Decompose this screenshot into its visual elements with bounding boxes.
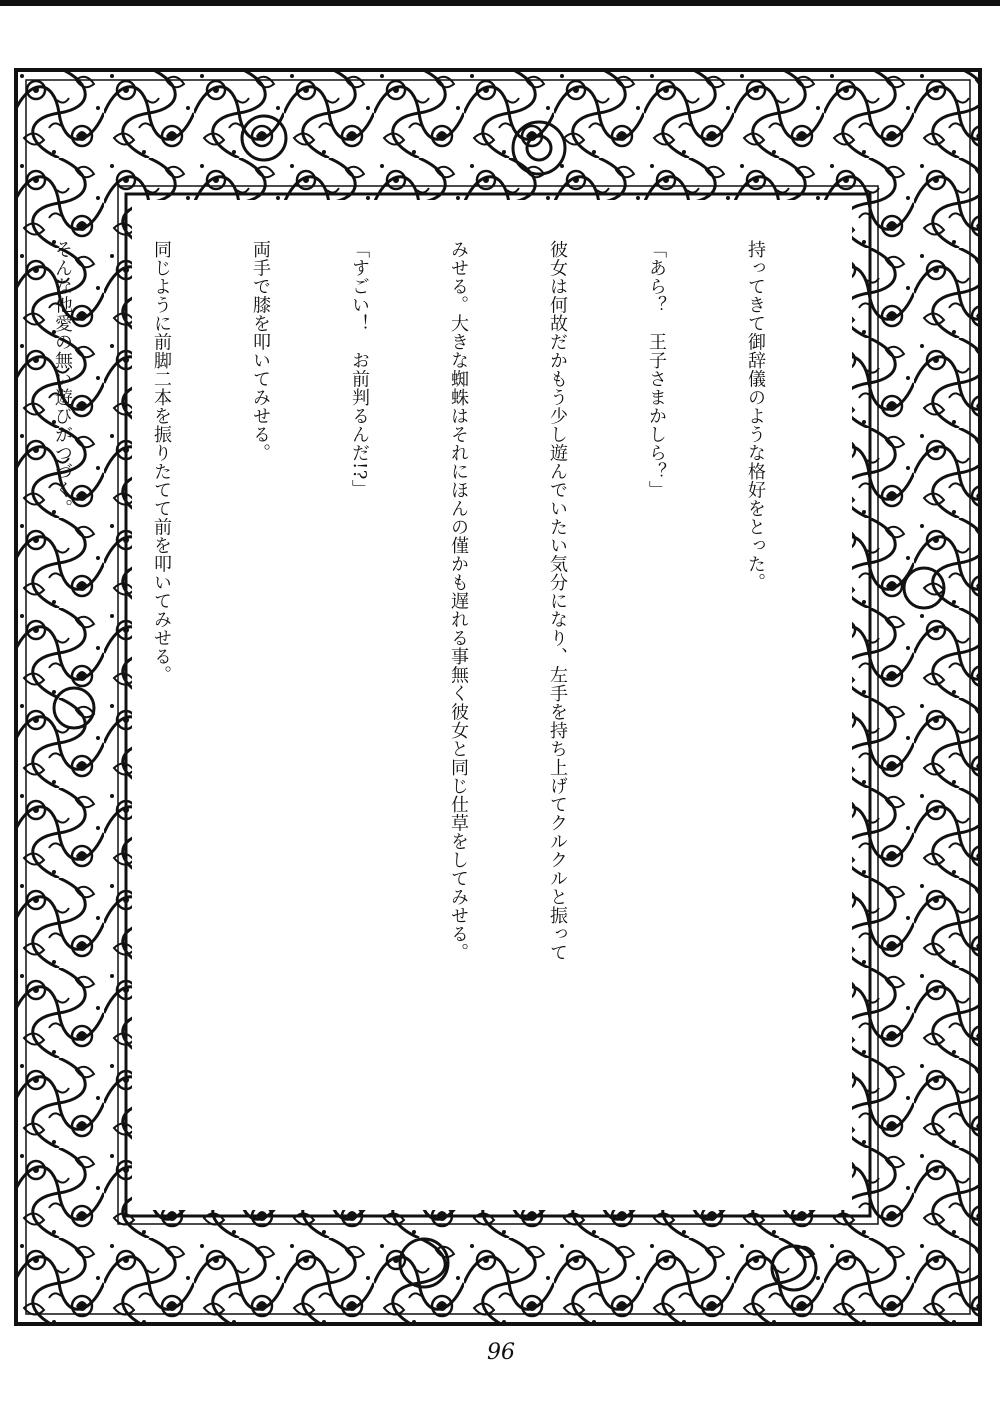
story-text-panel [52,200,852,1210]
story-line: 彼女は何故だかもう少し遊んでいたい気分になり、左手を持ち上げてクルクルと振って [547,240,568,962]
story-line: みせる。大きな蜘蛛はそれにほんの僅かも遅れる事無く彼女と同じ仕草をしてみせる。 [448,240,469,962]
page-number: 96 [487,1340,515,1365]
page-top-band [0,0,1000,6]
story-line: 「あら？ 王子さまかしら？」 [646,240,667,499]
story-line: 持ってきて御辞儀のような格好をとった。 [745,240,766,592]
story-line: 同じように前脚二本を振りたてて前を叩いてみせる。 [151,240,172,684]
story-line: 両手で膝を叩いてみせる。 [250,240,271,462]
story-line: 「すごい！ お前判るんだ!?」 [349,240,370,499]
story-vertical-text [0,240,838,1160]
story-line: そんな他愛の無い遊びがつづく。 [52,240,73,518]
